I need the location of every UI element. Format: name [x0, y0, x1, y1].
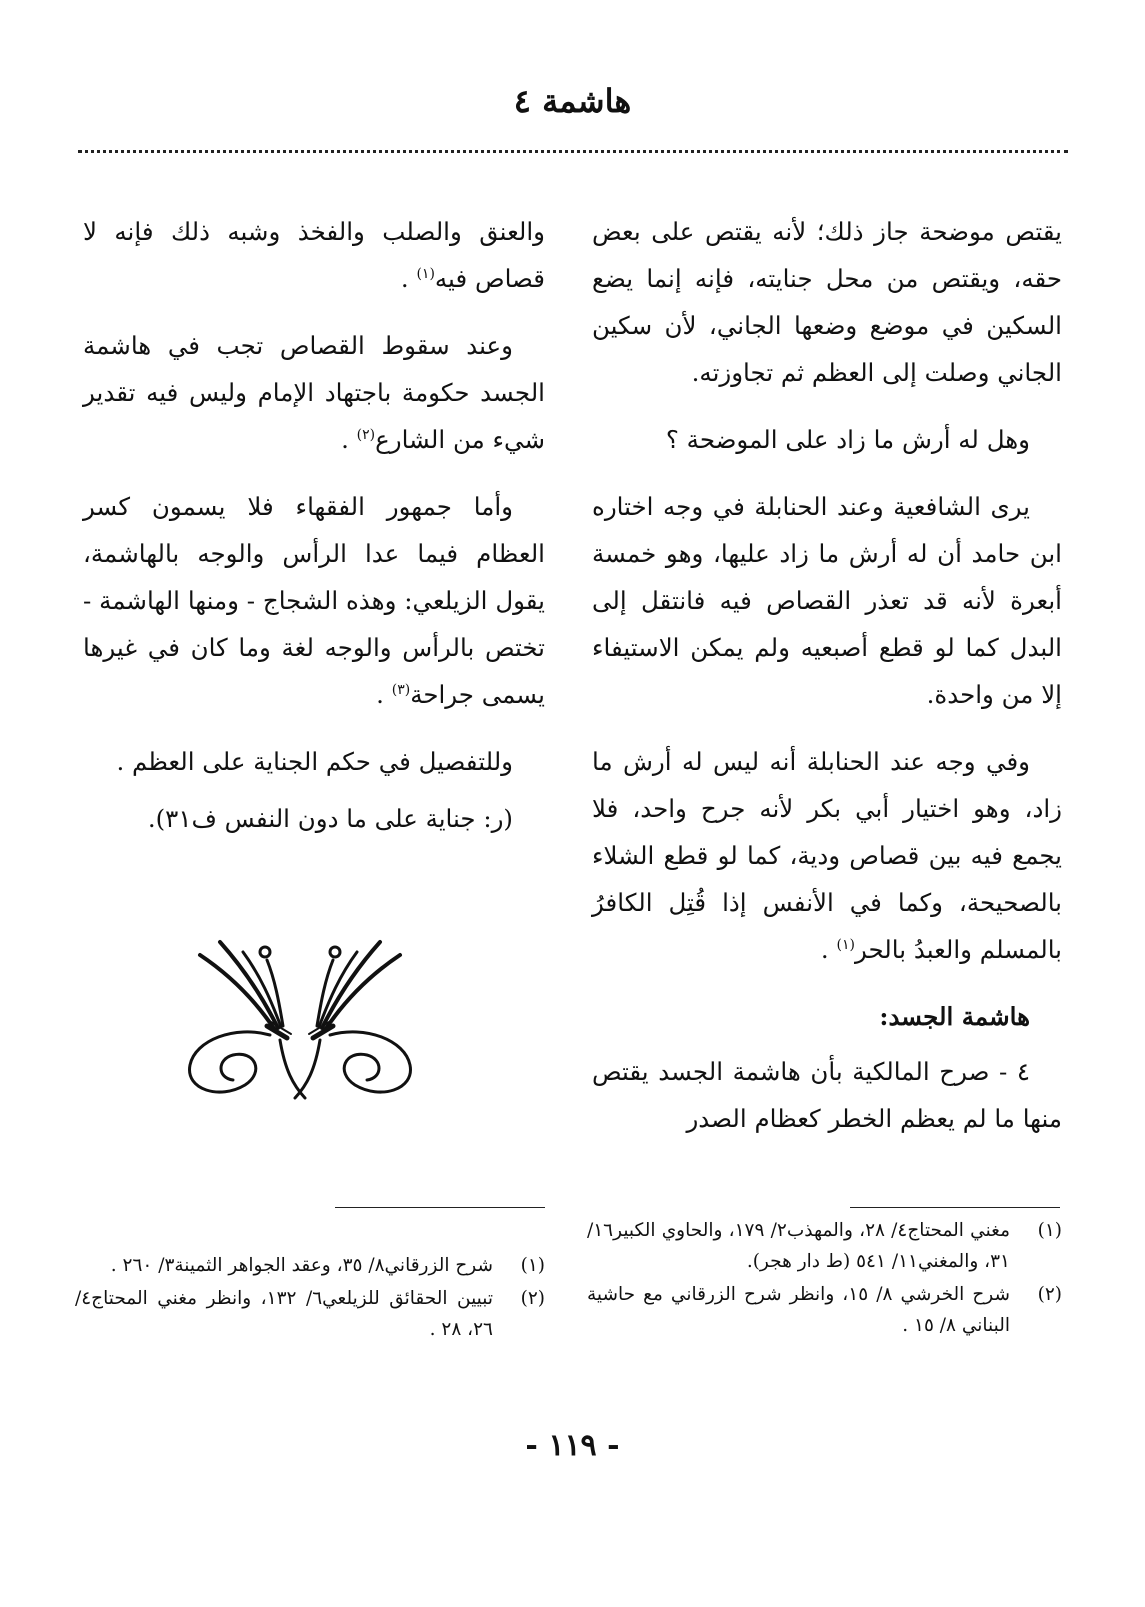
footnote	[587, 1215, 1062, 1277]
subheading: هاشمة الجسد:	[879, 1002, 1030, 1031]
floral-ornament-icon	[175, 930, 425, 1105]
page-number: - ١١٩ -	[525, 1428, 620, 1463]
paragraph-end: .	[820, 935, 829, 964]
footnote	[75, 1283, 545, 1345]
paragraph: يقتص موضحة جاز ذلك؛ لأنه يقتص على بعض حقه، ويقتص من محل جنايته، فإنه إنما يضع السكين في موضع وضعها الجاني، لأن سكين الجاني وصلت إلى العظم ثم تجاوزته.	[592, 217, 1062, 387]
cross-reference: (ر: جناية على ما دون النفس ف٣١).	[147, 804, 513, 833]
paragraph-text: وأما جمهور الفقهاء فلا يسمون كسر العظام فيما عدا الرأس والوجه بالهاشمة، يقول الزيلعي: وهذه الشجاج - ومنها الهاشمة - تختص بالرأس والوجه لغة وما كان في غيرها يسمى جراحة	[83, 492, 545, 709]
footnote	[587, 1279, 1062, 1341]
footnote-number: (١)	[520, 1255, 545, 1276]
footnote-number: (١)	[1037, 1220, 1062, 1241]
footnote-text: شرح الخرشي ٨/ ١٥، وانظر شرح الزرقاني مع حاشية البناني ٨/ ١٥ .	[587, 1284, 1010, 1336]
footnote-ref: (٢)	[356, 426, 376, 443]
page-title: هاشمة ٤	[513, 82, 632, 120]
paragraph-text: وفي وجه عند الحنابلة أنه ليس له أرش ما زاد، وهو اختيار أبي بكر لأنه جرح واحد، فلا يجمع فيه بين قصاص ودية، كما لو قطع الشلاء بالصحيحة، وكما في الأنفس إذا قُتِل الكافرُ بالمسلم والعبدُ بالحر	[592, 747, 1062, 964]
paragraph: وهل له أرش ما زاد على الموضحة ؟	[665, 425, 1030, 454]
paragraph	[83, 483, 545, 718]
paragraph-end: .	[341, 425, 349, 454]
paragraph-end: .	[376, 680, 384, 709]
footnotes-left	[75, 1250, 545, 1347]
footnote-ref: (١)	[836, 936, 855, 953]
paragraph-end: .	[400, 264, 409, 293]
paragraph-text: والعنق والصلب والفخذ وشبه ذلك فإنه لا قصاص فيه	[83, 217, 545, 293]
footnote-ref: (٣)	[391, 681, 411, 698]
left-column	[83, 208, 545, 852]
footnote-text: تبيين الحقائق للزيلعي٦/ ١٣٢، وانظر مغني المحتاج٤/ ٢٦، ٢٨ .	[75, 1288, 493, 1340]
footnote-ref: (١)	[416, 265, 435, 282]
footnote-divider	[850, 1207, 1060, 1208]
paragraph	[83, 322, 545, 463]
paragraph	[83, 208, 545, 302]
footnote-number: (٢)	[1037, 1284, 1062, 1305]
footnotes-right	[587, 1215, 1062, 1343]
footnote-number: (٢)	[520, 1288, 545, 1309]
paragraph: ٤ - صرح المالكية بأن هاشمة الجسد يقتص منها ما لم يعظم الخطر كعظام الصدر	[592, 1057, 1062, 1133]
paragraph: يرى الشافعية وعند الحنابلة في وجه اختاره ابن حامد أن له أرش ما زاد عليها، وهو خمسة أبعرة لأنه قد تعذر القصاص فيه فانتقل إلى البدل كما لو قطع أصبعيه ولم يمكن الاستيفاء إلا من واحدة.	[592, 492, 1062, 709]
paragraph-text: وعند سقوط القصاص تجب في هاشمة الجسد حكومة باجتهاد الإمام وليس فيه تقدير شيء من الشارع	[83, 331, 545, 454]
footnote	[75, 1250, 545, 1281]
footnote-text: مغني المحتاج٤/ ٢٨، والمهذب٢/ ١٧٩، والحاوي الكبير١٦/ ٣١، والمغني١١/ ٥٤١ (ط دار هجر).	[587, 1220, 1010, 1272]
paragraph: وللتفصيل في حكم الجناية على العظم .	[116, 747, 513, 776]
header-divider	[78, 150, 1068, 153]
footnote-divider	[335, 1207, 545, 1208]
right-column	[592, 208, 1062, 1162]
paragraph	[592, 738, 1062, 973]
footnote-text: شرح الزرقاني٨/ ٣٥، وعقد الجواهر الثمينة٣/ ٢٦٠ .	[110, 1255, 493, 1276]
